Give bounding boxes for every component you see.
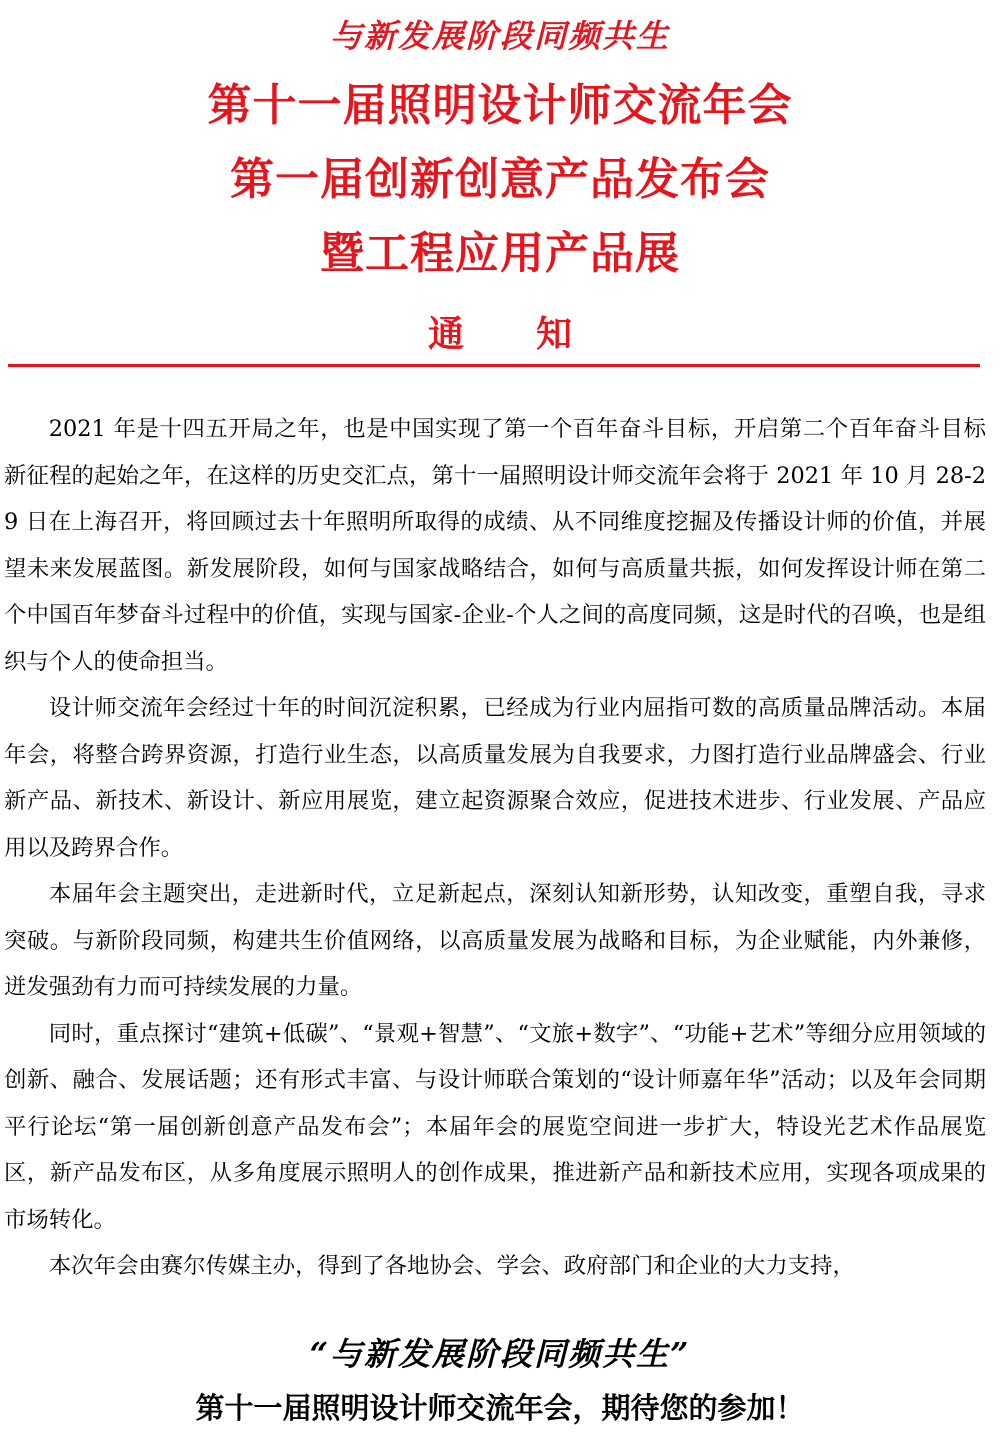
title-line-1: 第十一届照明设计师交流年会 bbox=[207, 80, 793, 131]
closing-invitation: 第十一届照明设计师交流年会，期待您的参加！ bbox=[195, 1391, 805, 1425]
header-divider bbox=[8, 364, 980, 367]
title-line-2: 第一届创新创意产品发布会 bbox=[230, 154, 770, 205]
notice-body bbox=[4, 406, 986, 1290]
notice-heading: 通 知 bbox=[427, 313, 572, 355]
body-paragraph-4: 同时，重点探讨“建筑+低碳”、“景观+智慧”、“文旅+数字”、“功能+艺术”等细分应用领域的创新、融合、发展话题；还有形式丰富、与设计师联合策划的“设计师嘉年华”活动；以及年会同期平行论坛“第一届创新创意产品发布会”；本届年会的展览空间进一步扩大，特设光艺术作品展览区，新产品发布区，从多角度展示照明人的创作成果，推进新产品和新技术应用，实现各项成果的市场转化。 bbox=[4, 1020, 986, 1233]
body-paragraph-1: 2021 年是十四五开局之年，也是中国实现了第一个百年奋斗目标，开启第二个百年奋斗目标新征程的起始之年，在这样的历史交汇点，第十一届照明设计师交流年会将于 2021 年 10 月 28-29 日在上海召开，将回顾过去十年照明所取得的成绩、从不同维度挖掘及传播设计师的价值，并展望未来发展蓝图。新发展阶段，如何与国家战略结合，如何与高质量共振，如何发挥设计师在第二个中国百年梦奋斗过程中的价值，实现与国家-企业-个人之间的高度同频，这是时代的召唤，也是组织与个人的使命担当。 bbox=[4, 416, 986, 675]
header-slogan: 与新发展阶段同频共生 bbox=[329, 17, 670, 55]
body-paragraph-3: 本届年会主题突出，走进新时代，立足新起点，深刻认知新形势，认知改变，重塑自我，寻求突破。与新阶段同频，构建共生价值网络，以高质量发展为战略和目标，为企业赋能，内外兼修，迸发强劲有力而可持续发展的力量。 bbox=[4, 881, 986, 1000]
title-line-3: 暨工程应用产品展 bbox=[320, 228, 680, 279]
closing-slogan: “与新发展阶段同频共生” bbox=[309, 1335, 691, 1373]
body-paragraph-5: 本次年会由赛尔传媒主办，得到了各地协会、学会、政府部门和企业的大力支持， bbox=[48, 1253, 855, 1279]
body-paragraph-2: 设计师交流年会经过十年的时间沉淀积累，已经成为行业内屈指可数的高质量品牌活动。本届年会，将整合跨界资源，打造行业生态，以高质量发展为自我要求，力图打造行业品牌盛会、行业新产品、新技术、新设计、新应用展览，建立起资源聚合效应，促进技术进步、行业发展、产品应用以及跨界合作。 bbox=[4, 695, 986, 861]
